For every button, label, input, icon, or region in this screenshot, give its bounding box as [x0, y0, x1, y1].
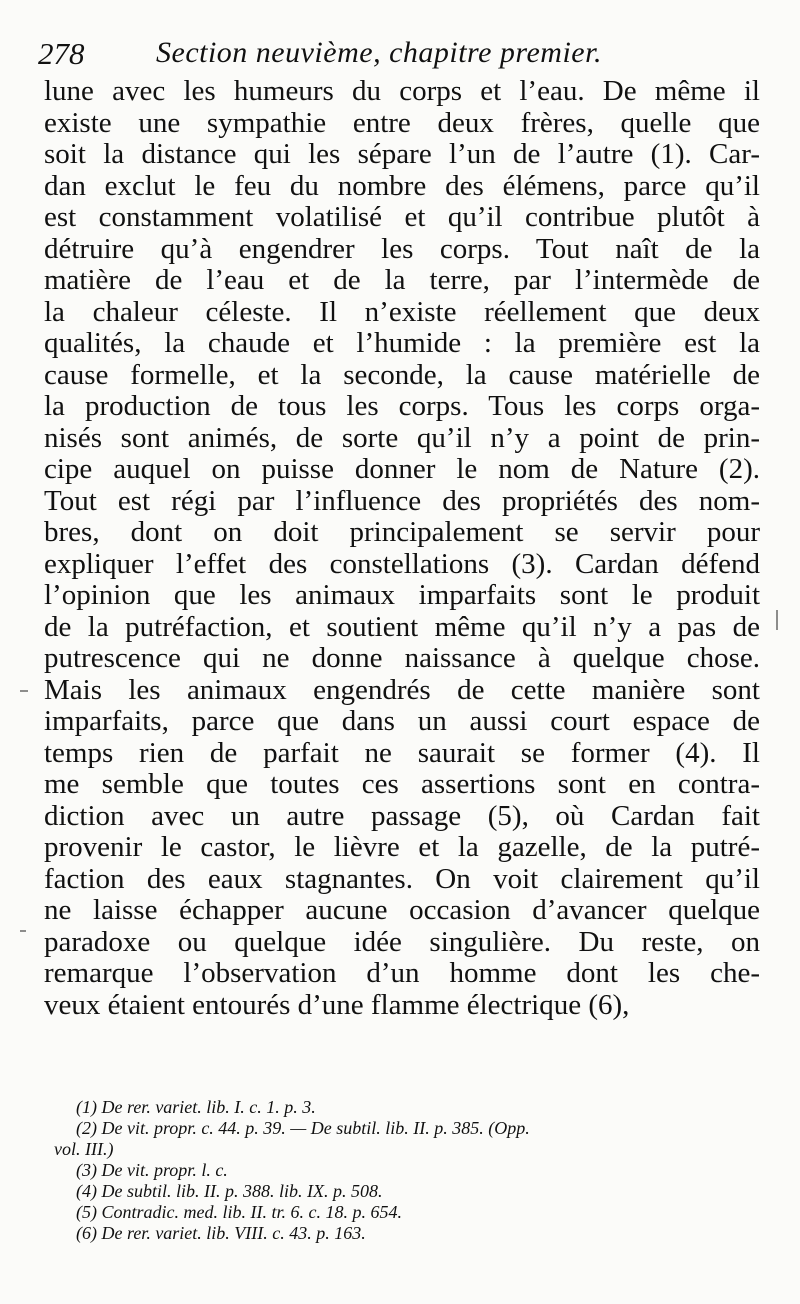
- body-text: [44, 76, 760, 1021]
- text-line: expliquer l’effet des constellations (3). Cardan défend: [44, 548, 760, 580]
- text-line: existe une sympathie entre deux frères, quelle que: [44, 107, 760, 139]
- text-line: qualités, la chaude et l’humide : la première est la: [44, 328, 760, 359]
- text-line: de la putréfaction, et soutient même qu’il n’y a pas de: [44, 611, 760, 643]
- text-line: cipe auquel on puisse donner le nom de Nature (2).: [44, 454, 760, 485]
- footnote: (3) De vit. propr. l. c.: [76, 1160, 228, 1180]
- text-line: la production de tous les corps. Tous les corps orga-: [44, 391, 760, 422]
- text-line: lune avec les humeurs du corps et l’eau. De même il: [44, 76, 760, 107]
- margin-mark: [776, 610, 778, 630]
- page-number: 278: [38, 36, 85, 71]
- text-line: paradoxe ou quelque idée singulière. Du reste, on: [44, 926, 760, 958]
- text-line: faction des eaux stagnantes. On voit clairement qu’il: [44, 863, 760, 895]
- text-line: diction avec un autre passage (5), où Cardan fait: [44, 800, 760, 832]
- text-line: Mais les animaux engendrés de cette manière sont: [44, 674, 760, 706]
- text-line: provenir le castor, le lièvre et la gazelle, de la putré-: [44, 832, 760, 863]
- text-line: Tout est régi par l’influence des propriétés des nom-: [44, 485, 760, 517]
- chapter-heading: Section neuvième, chapitre premier.: [156, 36, 602, 69]
- text-line: veux étaient entourés d’une flamme électrique (6),: [44, 989, 630, 1021]
- text-line: imparfaits, parce que dans un aussi court espace de: [44, 706, 760, 737]
- text-line: est constamment volatilisé et qu’il contribue plutôt à: [44, 202, 760, 233]
- footnotes: [54, 1097, 766, 1244]
- running-head: [38, 32, 768, 76]
- text-line: me semble que toutes ces assertions sont en contra-: [44, 769, 760, 800]
- text-line: ne laisse échapper aucune occasion d’avancer quelque: [44, 895, 760, 926]
- text-line: matière de l’eau et de la terre, par l’intermède de: [44, 265, 760, 296]
- footnote: (2) De vit. propr. c. 44. p. 39. — De subtil. lib. II. p. 385. (Opp.: [76, 1118, 530, 1138]
- text-line: dan exclut le feu du nombre des élémens, parce qu’il: [44, 170, 760, 202]
- text-line: nisés sont animés, de sorte qu’il n’y a point de prin-: [44, 422, 760, 454]
- margin-mark: [20, 930, 26, 932]
- footnote: (5) Contradic. med. lib. II. tr. 6. c. 18. p. 654.: [76, 1202, 402, 1222]
- text-line: la chaleur céleste. Il n’existe réellement que deux: [44, 296, 760, 328]
- text-line: temps rien de parfait ne saurait se former (4). Il: [44, 737, 760, 769]
- footnote-continuation: vol. III.): [54, 1139, 114, 1159]
- footnote: (4) De subtil. lib. II. p. 388. lib. IX. p. 508.: [76, 1181, 383, 1201]
- text-line: remarque l’observation d’un homme dont les che-: [44, 958, 760, 989]
- text-line: soit la distance qui les sépare l’un de l’autre (1). Car-: [44, 139, 760, 170]
- footnote: (1) De rer. variet. lib. I. c. 1. p. 3.: [76, 1097, 316, 1117]
- text-line: cause formelle, et la seconde, la cause matérielle de: [44, 359, 760, 391]
- footnote: (6) De rer. variet. lib. VIII. c. 43. p. 163.: [76, 1223, 366, 1243]
- margin-mark: [20, 690, 28, 692]
- text-line: l’opinion que les animaux imparfaits sont le produit: [44, 580, 760, 611]
- text-line: bres, dont on doit principalement se servir pour: [44, 517, 760, 548]
- text-line: putrescence qui ne donne naissance à quelque chose.: [44, 643, 760, 674]
- text-line: détruire qu’à engendrer les corps. Tout naît de la: [44, 233, 760, 265]
